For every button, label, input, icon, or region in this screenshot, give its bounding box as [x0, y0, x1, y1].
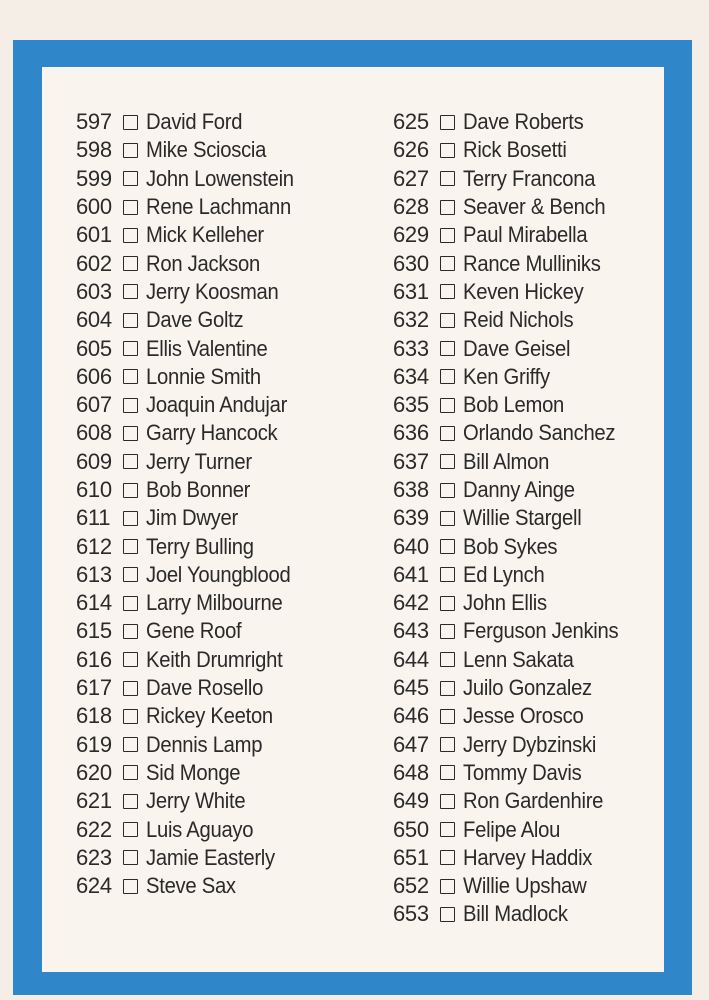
- player-name: John Lowenstein: [146, 165, 294, 191]
- card-number: 643: [393, 618, 429, 644]
- player-name: Juilo Gonzalez: [463, 675, 592, 701]
- checklist-entry: [393, 900, 632, 928]
- checkbox[interactable]: [123, 426, 138, 441]
- checkbox[interactable]: [440, 652, 455, 667]
- checkbox[interactable]: [440, 200, 455, 215]
- checklist-entry: [393, 504, 632, 532]
- checklist-entry: [393, 815, 632, 843]
- checklist-entry: [393, 448, 632, 476]
- player-name: Mick Kelleher: [146, 222, 264, 248]
- player-name: Larry Milbourne: [146, 590, 283, 616]
- player-name: Joel Youngblood: [146, 561, 291, 587]
- checkbox[interactable]: [440, 426, 455, 441]
- card-number: 622: [76, 816, 112, 842]
- checkbox[interactable]: [440, 228, 455, 243]
- checkbox[interactable]: [123, 200, 138, 215]
- checklist-entry: [76, 136, 307, 164]
- checkbox[interactable]: [440, 850, 455, 865]
- checkbox[interactable]: [440, 539, 455, 554]
- checklist-entry: [393, 108, 632, 136]
- card-number: 608: [76, 420, 112, 446]
- player-name: Rene Lachmann: [146, 194, 291, 220]
- checkbox[interactable]: [440, 454, 455, 469]
- checklist-entry: [393, 759, 632, 787]
- player-name: Ron Gardenhire: [463, 788, 604, 814]
- player-name: Sid Monge: [146, 759, 241, 785]
- checklist-entry: [393, 844, 632, 872]
- checkbox[interactable]: [440, 879, 455, 894]
- checklist-entry: [76, 249, 307, 277]
- card-number: 638: [393, 477, 429, 502]
- checkbox[interactable]: [440, 256, 455, 271]
- checkbox[interactable]: [123, 228, 138, 243]
- checkbox[interactable]: [440, 596, 455, 611]
- checklist-entry: [76, 363, 307, 391]
- card-number: 626: [393, 137, 429, 163]
- checkbox[interactable]: [440, 369, 455, 384]
- player-name: Willie Stargell: [463, 505, 582, 531]
- checkbox[interactable]: [440, 398, 455, 413]
- player-name: Jerry Dybzinski: [463, 731, 597, 757]
- checkbox[interactable]: [123, 284, 138, 299]
- checkbox[interactable]: [123, 369, 138, 384]
- checklist-entry: [393, 476, 632, 504]
- player-name: Rance Mulliniks: [463, 250, 601, 276]
- player-name: Harvey Haddix: [463, 844, 593, 870]
- checkbox[interactable]: [123, 822, 138, 837]
- checkbox[interactable]: [440, 737, 455, 752]
- player-name: Lenn Sakata: [463, 646, 574, 672]
- checklist-entry: [393, 787, 632, 815]
- checklist-entry: [76, 646, 307, 674]
- checkbox[interactable]: [440, 794, 455, 809]
- checkbox[interactable]: [123, 115, 138, 130]
- card-number: 635: [393, 392, 429, 418]
- player-name: Dennis Lamp: [146, 731, 263, 757]
- checklist-entry: [76, 165, 307, 193]
- player-name: Rickey Keeton: [146, 703, 273, 729]
- player-name: Keven Hickey: [463, 278, 584, 304]
- card-number: 600: [76, 194, 112, 220]
- player-name: Terry Francona: [463, 165, 596, 191]
- card-number: 619: [76, 731, 112, 757]
- player-name: David Ford: [146, 109, 243, 135]
- player-name: Bob Lemon: [463, 392, 565, 418]
- checkbox[interactable]: [440, 483, 455, 498]
- card-number: 624: [76, 873, 112, 899]
- checklist-entry: [393, 419, 632, 447]
- card-number: 632: [393, 307, 429, 333]
- checkbox[interactable]: [123, 709, 138, 724]
- player-name: Dave Geisel: [463, 335, 571, 361]
- checkbox[interactable]: [440, 709, 455, 724]
- checkbox[interactable]: [440, 907, 455, 922]
- player-name: Tommy Davis: [463, 759, 582, 785]
- checkbox[interactable]: [123, 143, 138, 158]
- checkbox[interactable]: [440, 341, 455, 356]
- checklist-entry: [393, 165, 632, 193]
- checkbox[interactable]: [440, 511, 455, 526]
- checklist-entry: [76, 419, 307, 447]
- card-number: 616: [76, 646, 112, 672]
- checkbox[interactable]: [123, 567, 138, 582]
- card-number: 651: [393, 844, 429, 870]
- checklist-entry: [393, 306, 632, 334]
- card-number: 606: [76, 363, 112, 389]
- card-number: 637: [393, 448, 429, 474]
- card-number: 614: [76, 590, 112, 616]
- checklist-entry: [76, 872, 307, 900]
- card-number: 599: [76, 165, 112, 191]
- checklist-entry: [76, 306, 307, 334]
- card-number: 620: [76, 759, 112, 785]
- checklist-entry: [76, 844, 307, 872]
- card-number: 611: [76, 505, 111, 531]
- card-number: 633: [393, 335, 429, 361]
- checkbox[interactable]: [123, 624, 138, 639]
- card-number: 649: [393, 788, 429, 814]
- checklist-entry: [393, 249, 632, 277]
- checklist-entry: [76, 759, 307, 787]
- card-number: 630: [393, 250, 429, 276]
- card-number: 634: [393, 363, 429, 389]
- checklist-entry: [393, 646, 632, 674]
- checklist-entry: [393, 617, 632, 645]
- player-name: Ron Jackson: [146, 250, 260, 276]
- card-number: 612: [76, 533, 112, 559]
- checklist-entry: [393, 391, 632, 419]
- player-name: Reid Nichols: [463, 307, 574, 333]
- checklist-entry: [393, 872, 632, 900]
- card-number: 644: [393, 646, 429, 672]
- checklist-entry: [76, 532, 307, 560]
- player-name: John Ellis: [463, 590, 547, 616]
- checklist-entry: [76, 278, 307, 306]
- player-name: Gene Roof: [146, 618, 242, 644]
- card-number: 602: [76, 250, 112, 276]
- card-number: 625: [393, 109, 429, 135]
- player-name: Bob Sykes: [463, 533, 558, 559]
- checklist-entry: [76, 815, 307, 843]
- checklist-entry: [393, 278, 632, 306]
- checklist-entry: [76, 731, 307, 759]
- checkbox[interactable]: [123, 879, 138, 894]
- checkbox[interactable]: [123, 765, 138, 780]
- checklist-entry: [76, 787, 307, 815]
- card-number: 645: [393, 675, 429, 701]
- card-number: 629: [393, 222, 429, 248]
- checklist-entry: [76, 702, 307, 730]
- card-number: 631: [393, 278, 429, 304]
- checkbox[interactable]: [123, 681, 138, 696]
- player-name: Joaquin Andujar: [146, 392, 288, 418]
- card-number: 636: [393, 420, 429, 446]
- checkbox[interactable]: [123, 256, 138, 271]
- card-number: 627: [393, 165, 429, 191]
- checkbox[interactable]: [440, 822, 455, 837]
- checkbox[interactable]: [123, 171, 138, 186]
- card-number: 623: [76, 844, 112, 870]
- card-number: 615: [76, 618, 112, 644]
- checklist-column-left: [76, 108, 307, 900]
- player-name: Rick Bosetti: [463, 137, 567, 163]
- player-name: Jesse Orosco: [463, 703, 584, 729]
- card-number: 603: [76, 278, 112, 304]
- checklist-entry: [393, 561, 632, 589]
- checkbox[interactable]: [123, 596, 138, 611]
- card-number: 642: [393, 590, 429, 616]
- player-name: Mike Scioscia: [146, 137, 267, 163]
- player-name: Jerry Turner: [146, 448, 252, 474]
- checklist-entry: [76, 617, 307, 645]
- card-number: 652: [393, 873, 429, 899]
- checklist-entry: [76, 561, 307, 589]
- player-name: Jerry Koosman: [146, 278, 279, 304]
- player-name: Bill Almon: [463, 448, 550, 474]
- player-name: Willie Upshaw: [463, 873, 587, 899]
- checkbox[interactable]: [123, 454, 138, 469]
- player-name: Lonnie Smith: [146, 363, 261, 389]
- checklist-column-right: [393, 108, 632, 929]
- card-number: 598: [76, 137, 112, 163]
- checkbox[interactable]: [123, 483, 138, 498]
- checklist-entry: [76, 193, 307, 221]
- checkbox[interactable]: [123, 652, 138, 667]
- checkbox[interactable]: [440, 765, 455, 780]
- card-number: 621: [76, 788, 112, 814]
- player-name: Dave Rosello: [146, 675, 264, 701]
- checklist-entry: [76, 589, 307, 617]
- checkbox[interactable]: [123, 737, 138, 752]
- player-name: Ferguson Jenkins: [463, 618, 619, 644]
- checkbox[interactable]: [440, 313, 455, 328]
- checkbox[interactable]: [123, 511, 138, 526]
- player-name: Jim Dwyer: [146, 505, 238, 531]
- checkbox[interactable]: [440, 171, 455, 186]
- checklist-entry: [393, 334, 632, 362]
- player-name: Bill Madlock: [463, 901, 568, 927]
- checklist-entry: [76, 504, 307, 532]
- checklist-entry: [76, 334, 307, 362]
- card-number: 613: [76, 561, 112, 587]
- card-number: 609: [76, 448, 112, 474]
- checkbox[interactable]: [440, 143, 455, 158]
- checklist-entry: [76, 108, 307, 136]
- player-name: Keith Drumright: [146, 646, 283, 672]
- checkbox[interactable]: [440, 115, 455, 130]
- checklist-entry: [393, 589, 632, 617]
- card-number: 604: [76, 307, 112, 333]
- card-number: 617: [76, 675, 112, 701]
- checkbox[interactable]: [123, 539, 138, 554]
- player-name: Steve Sax: [146, 873, 236, 899]
- checklist-entry: [393, 731, 632, 759]
- checkbox[interactable]: [123, 313, 138, 328]
- player-name: Garry Hancock: [146, 420, 278, 446]
- checklist-entry: [393, 193, 632, 221]
- player-name: Luis Aguayo: [146, 816, 254, 842]
- card-number: 607: [76, 392, 112, 418]
- checklist-entry: [393, 221, 632, 249]
- checkbox[interactable]: [440, 284, 455, 299]
- checklist-entry: [76, 391, 307, 419]
- card-number: 601: [76, 222, 112, 248]
- card-number: 647: [393, 731, 429, 757]
- card-number: 618: [76, 703, 112, 729]
- player-name: Jamie Easterly: [146, 844, 275, 870]
- player-name: Seaver & Bench: [463, 194, 606, 220]
- card-number: 646: [393, 703, 429, 729]
- player-name: Terry Bulling: [146, 533, 254, 559]
- card-number: 628: [393, 194, 429, 220]
- player-name: Felipe Alou: [463, 816, 561, 842]
- player-name: Dave Roberts: [463, 109, 584, 135]
- checkbox[interactable]: [123, 398, 138, 413]
- player-name: Bob Bonner: [146, 477, 251, 502]
- checklist-entry: [76, 674, 307, 702]
- player-name: Dave Goltz: [146, 307, 244, 333]
- checklist-entry: [76, 476, 307, 504]
- checkbox[interactable]: [440, 624, 455, 639]
- player-name: Ken Griffy: [463, 363, 550, 389]
- checkbox[interactable]: [123, 850, 138, 865]
- card-number: 640: [393, 533, 429, 559]
- checklist-entry: [76, 221, 307, 249]
- card-number: 597: [76, 109, 112, 135]
- checklist-entry: [393, 702, 632, 730]
- card-number: 641: [393, 561, 429, 587]
- player-name: Ellis Valentine: [146, 335, 268, 361]
- player-name: Orlando Sanchez: [463, 420, 616, 446]
- checkbox[interactable]: [123, 341, 138, 356]
- player-name: Danny Ainge: [463, 477, 575, 502]
- checklist-entry: [393, 532, 632, 560]
- checkbox[interactable]: [440, 567, 455, 582]
- checklist-entry: [393, 136, 632, 164]
- checkbox[interactable]: [123, 794, 138, 809]
- card-number: 648: [393, 759, 429, 785]
- checklist-entry: [393, 363, 632, 391]
- card-number: 639: [393, 505, 429, 531]
- player-name: Paul Mirabella: [463, 222, 588, 248]
- card-number: 650: [393, 816, 429, 842]
- checklist-entry: [393, 674, 632, 702]
- card-number: 653: [393, 901, 429, 927]
- player-name: Jerry White: [146, 788, 246, 814]
- card-number: 610: [76, 477, 112, 502]
- checkbox[interactable]: [440, 681, 455, 696]
- checklist-entry: [76, 448, 307, 476]
- player-name: Ed Lynch: [463, 561, 545, 587]
- card-number: 605: [76, 335, 112, 361]
